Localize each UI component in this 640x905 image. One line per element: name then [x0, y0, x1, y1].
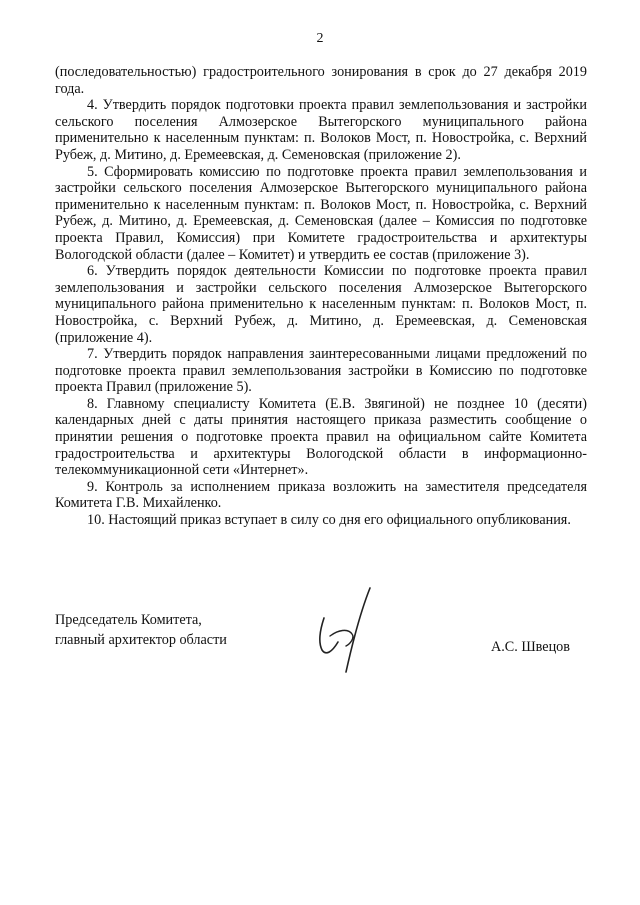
signatory-name: А.С. Швецов [491, 639, 570, 655]
paragraph-item-7: 7. Утвердить порядок направления заинтересованными лицами предложений по подготовке проекта правил землепользования застройки в Комиссию по подготовке проекта Правил (приложение 5). [55, 346, 587, 396]
signatory-title [55, 610, 227, 650]
paragraph-item-4: 4. Утвердить порядок подготовки проекта правил землепользования и застройки сельского поселения Алмозерское Вытегорского муниципального района применительно к населенным пунктам: п. Волоков Мост, п. Новостройка, с. Верхний Рубеж, д. Митино, д. Еремеевская, д. Семеновская (приложение 2). [55, 97, 587, 163]
page-number: 2 [316, 31, 324, 46]
paragraph-item-5: 5. Сформировать комиссию по подготовке проекта правил землепользования и застройки сельского поселения Алмозерское Вытегорского муниципального района применительно к населенным пунктам: п. Волоков Мост, п. Новостройка, с. Верхний Рубеж, д. Митино, д. Еремеевская, д. Семеновская (далее – Комиссия по подготовке проекта Правил, Комиссия) при Комитете градостроительства и архитектуры Вологодской области (далее – Комитет) и утвердить ее состав (приложение 3). [55, 163, 587, 263]
document-body [55, 64, 587, 529]
paragraph-item-9: 9. Контроль за исполнением приказа возложить на заместителя председателя Комитета Г.В. Михайленко. [55, 478, 587, 512]
signatory-title-line-1: Председатель Комитета, [55, 612, 202, 628]
paragraph-continuation: (последовательностью) градостроительного зонирования в срок до 27 декабря 2019 года. [55, 64, 587, 97]
paragraph-item-8: 8. Главному специалисту Комитета (Е.В. Звягиной) не позднее 10 (десяти) календарных дней с даты принятия настоящего приказа разместить сообщение о принятии решения о подготовке проекта правил на официальном сайте Комитета градостроительства и архитектуры Вологодской области в информационно-телекоммуникационной сети «Интернет». [55, 395, 587, 479]
paragraph-item-6: 6. Утвердить порядок деятельности Комиссии по подготовке проекта правил землепользования и застройки сельского поселения Алмозерское Вытегорского муниципального района применительно к населенным пунктам: п. Волоков Мост, п. Новостройка, с. Верхний Рубеж, д. Митино, д. Еремеевская, д. Семеновская (приложение 4). [55, 263, 587, 346]
paragraph-item-10: 10. Настоящий приказ вступает в силу со дня его официального опубликования. [87, 512, 571, 529]
handwritten-signature [300, 578, 390, 678]
signatory-title-line-2: главный архитектор области [55, 632, 227, 648]
